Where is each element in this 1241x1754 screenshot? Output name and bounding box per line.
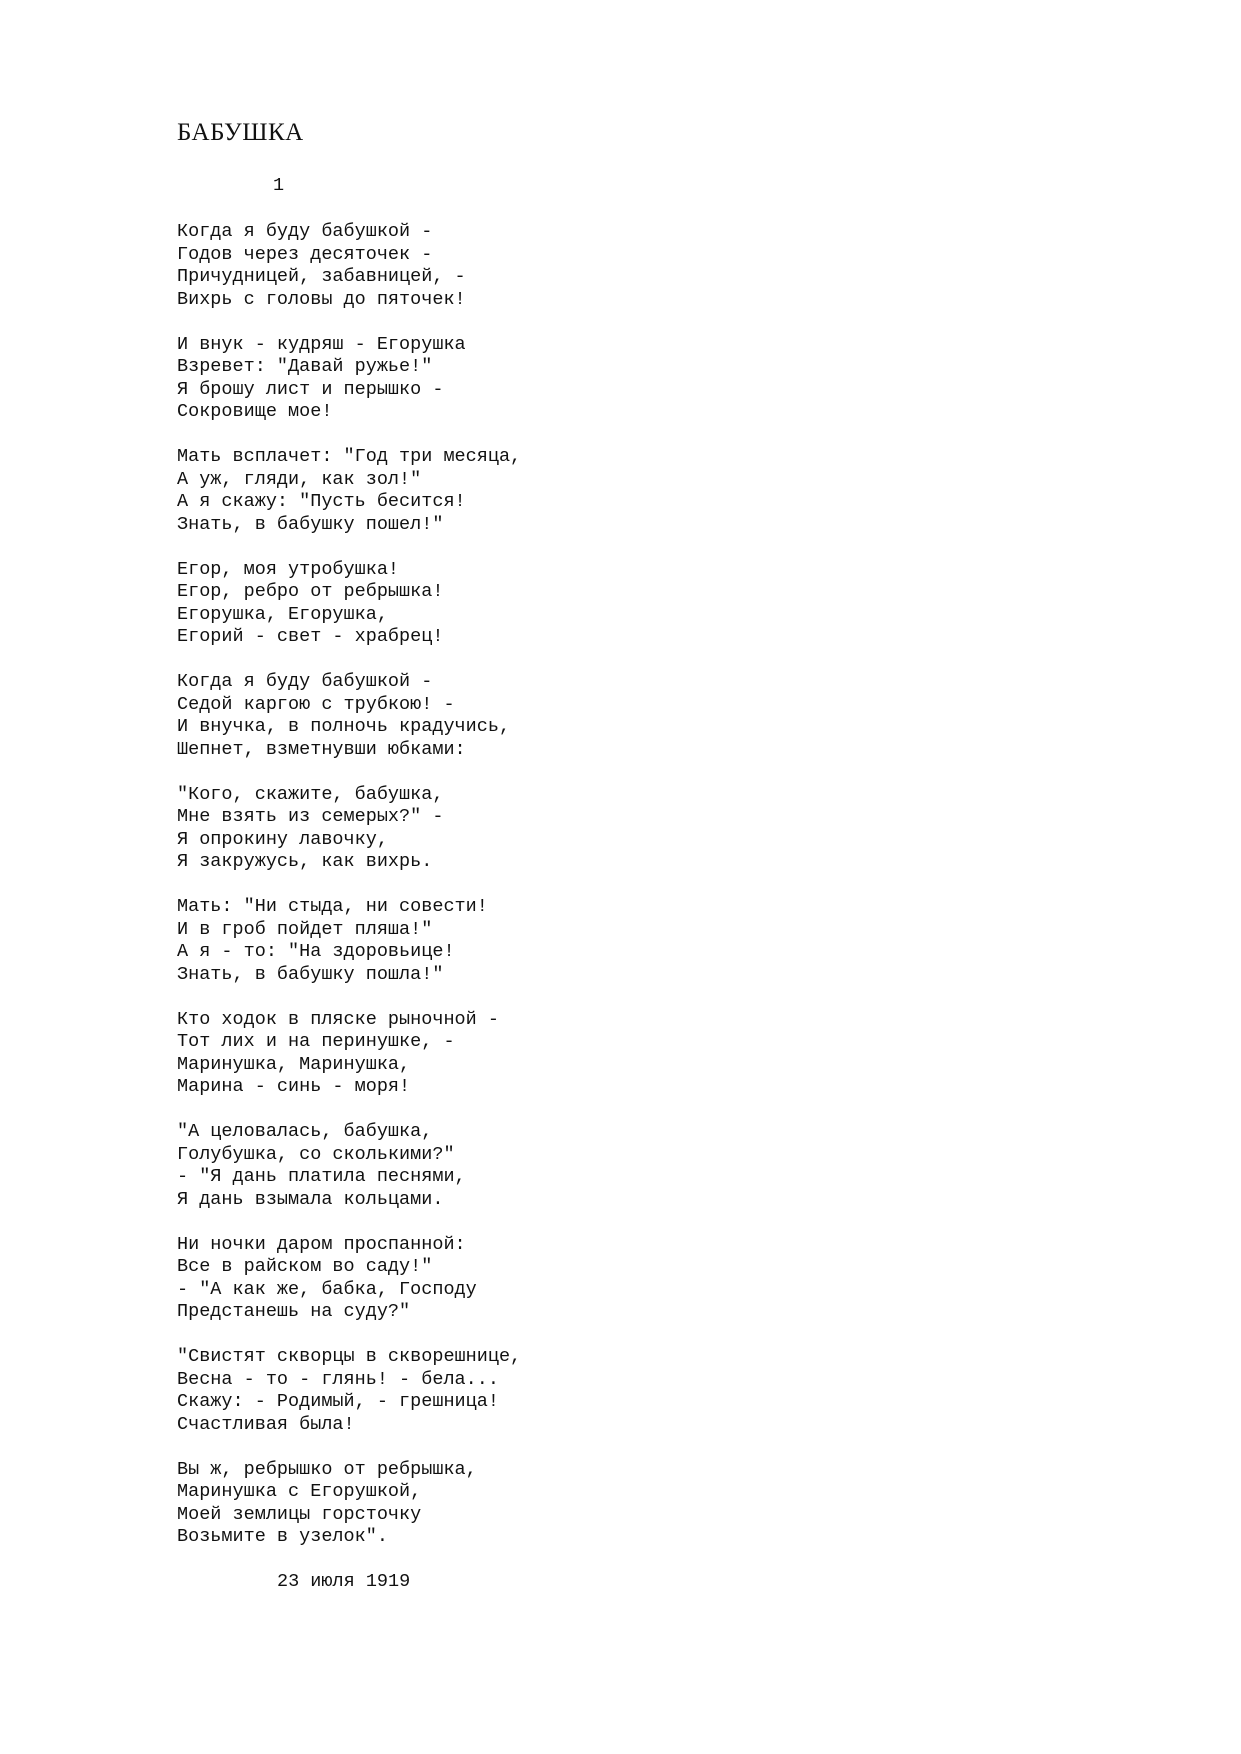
stanza (177, 1346, 521, 1436)
poem-line: - "А как же, бабка, Господу (177, 1278, 477, 1300)
stanza (177, 559, 521, 649)
poem-line: "Свистят скворцы в скворешнице, (177, 1346, 522, 1367)
stanza (177, 1459, 521, 1549)
poem-line: А уж, гляди, как зол!" (177, 468, 422, 490)
poem-title: БАБУШКА (177, 119, 304, 146)
stanza (177, 1009, 521, 1099)
poem-line: Предстанешь на суду?" (177, 1301, 411, 1322)
stanza (177, 1121, 521, 1211)
poem-line: Знать, в бабушку пошла!" (177, 963, 444, 985)
poem-line: И внук - кудряш - Егорушка (177, 333, 466, 355)
poem-line: Шепнет, взметнувши юбками: (177, 738, 466, 760)
poem-line: Егорушка, Егорушка, (177, 603, 388, 625)
poem-line: Марина - синь - моря! (177, 1076, 411, 1097)
stanza (177, 221, 521, 311)
poem-line: Мать всплачет: "Год три месяца, (177, 446, 522, 467)
section-number: 1 (273, 175, 285, 196)
poem-line: А я скажу: "Пусть бесится! (177, 491, 466, 512)
poem-line: И внучка, в полночь крадучись, (177, 716, 511, 737)
poem-line: "А целовалась, бабушка, (177, 1121, 433, 1142)
poem-line: Когда я буду бабушкой - (177, 221, 433, 242)
poem-line: Возьмите в узелок". (177, 1526, 388, 1547)
poem-line: Тот лих и на перинушке, - (177, 1031, 455, 1052)
poem-line: Маринушка, Маринушка, (177, 1053, 411, 1075)
poem-line: Ни ночки даром проспанной: (177, 1233, 466, 1255)
poem-line: Голубушка, со сколькими?" (177, 1143, 455, 1165)
poem-line: Егор, ребро от ребрышка! (177, 581, 444, 602)
poem-line: Я закружусь, как вихрь. (177, 851, 433, 872)
poem-line: "Кого, скажите, бабушка, (177, 783, 444, 805)
poem-line: Я опрокину лавочку, (177, 828, 388, 850)
stanza (177, 784, 521, 874)
stanza (177, 671, 521, 761)
poem-line: А я - то: "На здоровьице! (177, 941, 455, 962)
poem-line: Егор, моя утробушка! (177, 558, 400, 580)
poem-line: Мать: "Ни стыда, ни совести! (177, 896, 488, 917)
poem-line: И в гроб пойдет пляша!" (177, 918, 433, 940)
poem-line: Весна - то - глянь! - бела... (177, 1368, 499, 1390)
poem-date: 23 июля 1919 (277, 1571, 411, 1592)
poem-line: Седой каргою с трубкою! - (177, 693, 455, 715)
poem-line: - "Я дань платила песнями, (177, 1166, 466, 1187)
poem-line: Я дань взымала кольцами. (177, 1188, 444, 1210)
poem-line: Сокровище мое! (177, 401, 333, 422)
poem-line: Егорий - свет - храбрец! (177, 626, 444, 647)
stanza (177, 446, 521, 536)
poem-line: Кто ходок в пляске рыночной - (177, 1008, 499, 1030)
poem-line: Взревет: "Давай ружье!" (177, 356, 433, 377)
poem-line: Вы ж, ребрышко от ребрышка, (177, 1458, 477, 1480)
poem-line: Моей землицы горсточку (177, 1503, 422, 1525)
poem-line: Маринушка с Егорушкой, (177, 1481, 422, 1502)
stanza (177, 334, 521, 424)
poem-line: Скажу: - Родимый, - грешница! (177, 1391, 499, 1412)
stanza (177, 896, 521, 986)
poem-line: Когда я буду бабушкой - (177, 671, 433, 692)
poem-line: Счастливая была! (177, 1413, 355, 1435)
poem-line: Мне взять из семерых?" - (177, 806, 444, 827)
poem-line: Все в райском во саду!" (177, 1256, 433, 1277)
poem-body (177, 221, 521, 1571)
poem-line: Годов через десяточек - (177, 243, 433, 265)
poem-line: Вихрь с головы до пяточек! (177, 288, 466, 310)
poem-line: Знать, в бабушку пошел!" (177, 513, 444, 535)
poem-line: Я брошу лист и перышко - (177, 378, 444, 400)
stanza (177, 1234, 521, 1324)
poem-line: Причудницей, забавницей, - (177, 266, 466, 287)
